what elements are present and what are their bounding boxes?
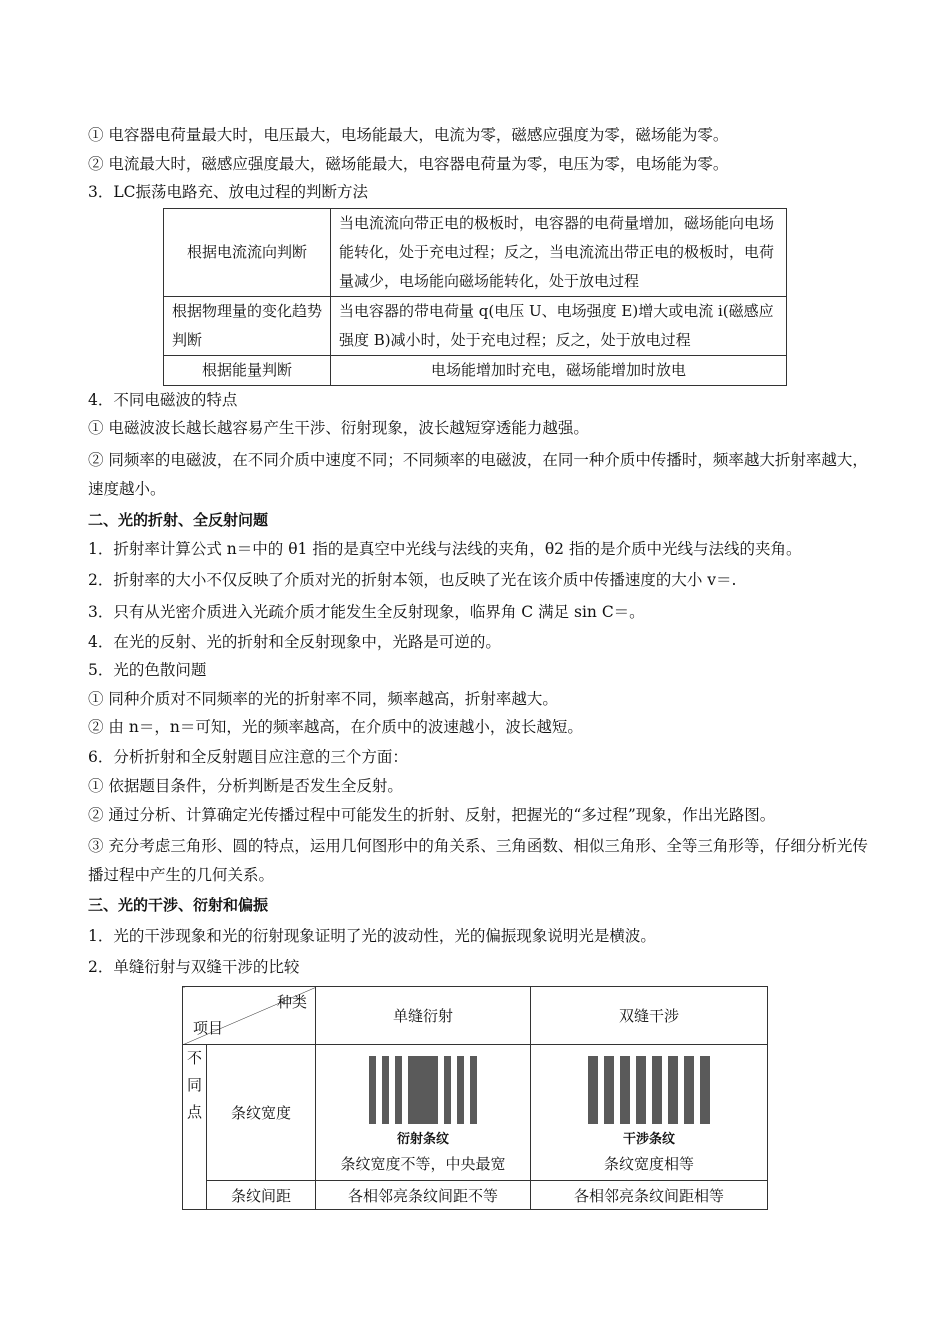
diffraction-pattern <box>316 1056 530 1124</box>
text-line: ② 电流最大时，磁感应强度最大，磁场能最大，电容器电荷量为零，电压为零，电场能为零。 <box>88 155 729 173</box>
fringe-bar <box>457 1056 464 1124</box>
spacing-description: 各相邻亮条纹间距相等 <box>531 1181 768 1210</box>
text-line: ② 通过分析、计算确定光传播过程中可能发生的折射、反射，把握光的“多过程”现象，作出光路图。 <box>88 806 776 824</box>
text-line: ② 由 n＝，n＝可知，光的频率越高，在介质中的波速越小，波长越短。 <box>88 718 583 736</box>
fringe-bar <box>369 1056 376 1124</box>
interference-pattern <box>531 1056 767 1124</box>
text-line: 1．折射率计算公式 n＝中的 θ1 指的是真空中光线与法线的夹角，θ2 指的是介质中光线与法线的夹角。 <box>88 540 802 558</box>
width-description: 条纹宽度相等 <box>603 1155 694 1173</box>
table-value: 当电流流向带正电的极板时，电容器的电荷量增加，磁场能向电场能转化，处于充电过程；反之，当电流流出带正电的极板时，电荷量减少，电场能向磁场能转化，处于放电过程 <box>331 209 787 297</box>
row-label: 条纹宽度 <box>207 1045 316 1181</box>
text-line: 3．只有从光密介质进入光疏介质才能发生全反射现象，临界角 C 满足 sin C＝。 <box>88 603 645 621</box>
fringe-bar <box>604 1056 614 1124</box>
fringe-bar <box>700 1056 710 1124</box>
figure-caption: 衍射条纹 <box>396 1132 449 1147</box>
corner-header <box>183 987 316 1045</box>
diffraction-cell <box>316 1045 531 1181</box>
text-line: 2．折射率的大小不仅反映了介质对光的折射本领，也反映了光在该介质中传播速度的大小 v＝. <box>88 571 737 589</box>
text-line: 2．单缝衍射与双缝干涉的比较 <box>88 958 300 976</box>
corner-bottom-label: 项目 <box>193 1019 224 1037</box>
text-line: ① 电磁波波长越长越容易产生干涉、衍射现象，波长越短穿透能力越强。 <box>88 419 589 437</box>
table-key: 根据电流流向判断 <box>164 209 331 297</box>
text-line: 4．不同电磁波的特点 <box>88 391 238 409</box>
fringe-bar <box>588 1056 598 1124</box>
text-line: ② 同频率的电磁波，在不同介质中速度不同；不同频率的电磁波，在同一种介质中传播时，频率越大折射率越大，速度越小。 <box>88 451 868 498</box>
fringe-bar <box>408 1056 438 1124</box>
group-label: 不同点 <box>183 1045 207 1210</box>
column-header: 单缝衍射 <box>316 987 531 1045</box>
section-heading: 二、光的折射、全反射问题 <box>88 511 269 529</box>
text-line: 5．光的色散问题 <box>88 661 207 679</box>
table-value: 当电容器的带电荷量 q(电压 U、电场强度 E)增大或电流 i(磁感应强度 B)减小时，处于充电过程；反之，处于放电过程 <box>331 297 787 356</box>
fringe-bar <box>444 1056 451 1124</box>
text-line: ① 依据题目条件，分析判断是否发生全反射。 <box>88 777 403 795</box>
text-line: 1．光的干涉现象和光的衍射现象证明了光的波动性，光的偏振现象说明光是横波。 <box>88 927 656 945</box>
section-heading: 三、光的干涉、衍射和偏振 <box>88 896 269 914</box>
fringe-bar <box>382 1056 389 1124</box>
table-key: 根据物理量的变化趋势判断 <box>164 297 331 356</box>
text-line: 4．在光的反射、光的折射和全反射现象中，光路是可逆的。 <box>88 633 501 651</box>
figure-caption: 干涉条纹 <box>622 1132 675 1147</box>
text-line: 6．分析折射和全反射题目应注意的三个方面： <box>88 748 408 766</box>
width-description: 条纹宽度不等，中央最宽 <box>340 1155 506 1173</box>
text-line: ① 电容器电荷量最大时，电压最大，电场能最大，电流为零，磁感应强度为零，磁场能为零。 <box>88 126 729 144</box>
column-header: 双缝干涉 <box>531 987 768 1045</box>
text-line: 3．LC振荡电路充、放电过程的判断方法 <box>88 183 369 201</box>
spacing-description: 各相邻亮条纹间距不等 <box>316 1181 531 1210</box>
fringe-bar <box>652 1056 662 1124</box>
fringe-bar <box>470 1056 477 1124</box>
fringe-bar <box>668 1056 678 1124</box>
lc-judgment-table <box>163 208 787 386</box>
diffraction-interference-table <box>182 986 768 1210</box>
fringe-bar <box>620 1056 630 1124</box>
corner-top-label: 种类 <box>276 993 307 1011</box>
fringe-bar <box>684 1056 694 1124</box>
table-value: 电场能增加时充电，磁场能增加时放电 <box>331 356 787 386</box>
row-label: 条纹间距 <box>207 1181 316 1210</box>
text-line: ③ 充分考虑三角形、圆的特点，运用几何图形中的角关系、三角函数、相似三角形、全等三角形等，仔细分析光传播过程中产生的几何关系。 <box>88 837 868 884</box>
fringe-bar <box>395 1056 402 1124</box>
table-key: 根据能量判断 <box>164 356 331 386</box>
text-line: ① 同种介质对不同频率的光的折射率不同，频率越高，折射率越大。 <box>88 690 558 708</box>
interference-cell <box>531 1045 768 1181</box>
fringe-bar <box>636 1056 646 1124</box>
